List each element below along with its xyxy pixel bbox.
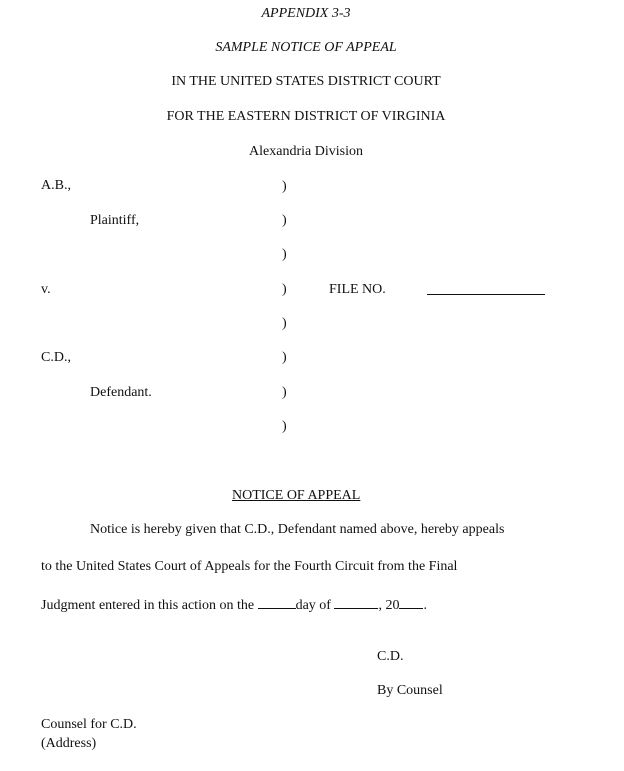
month-blank xyxy=(334,596,378,609)
notice-line-2: to the United States Court of Appeals for the Fourth Circuit from the Final xyxy=(41,559,458,574)
appendix-label: APPENDIX 3-3 xyxy=(261,6,351,21)
caption-paren: ) xyxy=(282,350,287,365)
defendant-role: Defendant. xyxy=(90,385,152,400)
file-no-label: FILE NO. xyxy=(329,282,386,297)
address-label: (Address) xyxy=(41,736,97,751)
day-of-label: day of xyxy=(295,598,331,613)
plaintiff-role: Plaintiff, xyxy=(90,213,140,228)
judgment-entered-text: Judgment entered in this action on the xyxy=(41,598,255,613)
caption-paren: ) xyxy=(282,247,287,262)
counsel-for-label: Counsel for C.D. xyxy=(41,717,137,732)
caption-paren: ) xyxy=(282,179,287,194)
day-blank xyxy=(258,596,296,609)
signature-by-counsel: By Counsel xyxy=(377,683,443,698)
notice-line-1: Notice is hereby given that C.D., Defendant named above, hereby appeals xyxy=(90,522,505,537)
notice-line-3 xyxy=(41,596,427,614)
sample-title: SAMPLE NOTICE OF APPEAL xyxy=(215,40,397,55)
date-comma: , xyxy=(378,598,382,613)
division-label: Alexandria Division xyxy=(249,144,363,159)
date-period: . xyxy=(423,598,427,613)
caption-paren: ) xyxy=(282,213,287,228)
notice-heading xyxy=(232,488,360,504)
caption-paren: ) xyxy=(282,282,287,297)
defendant-name: C.D., xyxy=(41,350,71,365)
caption-paren: ) xyxy=(282,316,287,331)
caption-paren: ) xyxy=(282,385,287,400)
year-prefix: 20 xyxy=(385,598,400,613)
versus-label: v. xyxy=(41,282,51,297)
notice-heading-text: NOTICE OF APPEAL xyxy=(232,488,361,503)
file-no-blank xyxy=(427,282,545,300)
caption-paren: ) xyxy=(282,419,287,434)
year-blank xyxy=(399,596,423,609)
plaintiff-name: A.B., xyxy=(41,178,71,193)
court-name-line1: IN THE UNITED STATES DISTRICT COURT xyxy=(171,74,441,89)
signature-name: C.D. xyxy=(377,649,404,664)
court-name-line2: FOR THE EASTERN DISTRICT OF VIRGINIA xyxy=(166,109,446,124)
